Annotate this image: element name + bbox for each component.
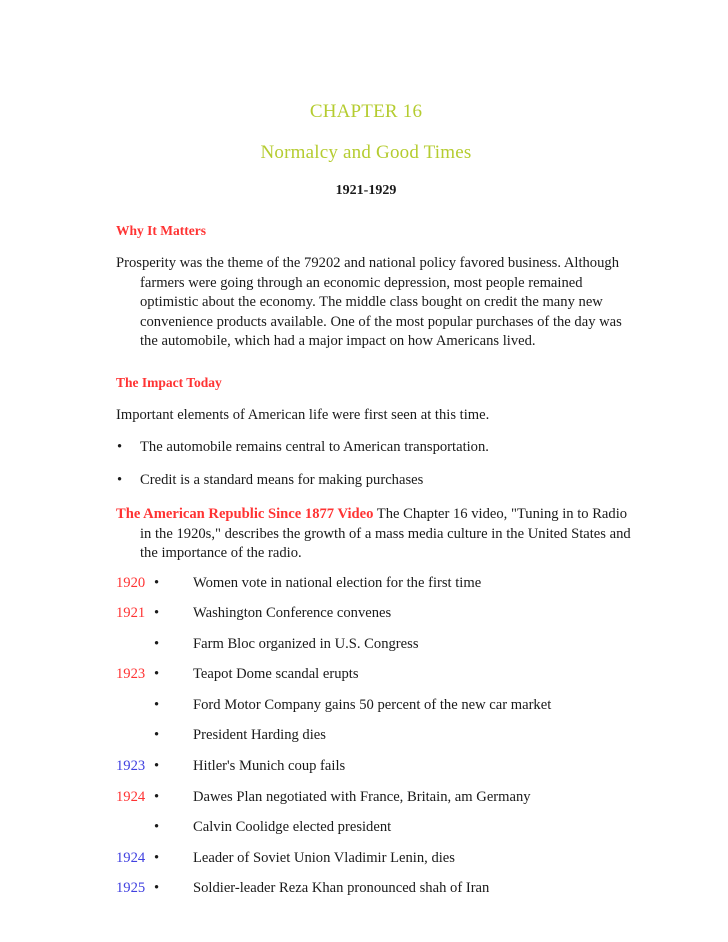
timeline-event-label: Leader of Soviet Union Vladimir Lenin, dies [193,849,455,866]
timeline-row [116,879,616,910]
timeline-event-label: Calvin Coolidge elected president [193,819,392,836]
timeline-year: 1923 [116,758,146,775]
bullet-icon: • [117,471,123,488]
timeline-row [116,818,616,849]
timeline-year: 1925 [116,880,146,897]
timeline-row [116,726,616,757]
timeline-event-label: Hitler's Munich coup fails [193,758,346,775]
list-item [116,458,616,491]
timeline-row [116,849,616,880]
timeline-event-label: Ford Motor Company gains 50 percent of the new car market [193,696,552,713]
timeline-year: 1921 [116,605,146,622]
bullet-icon: • [154,696,160,713]
timeline-event-label: Women vote in national election for the first time [193,574,482,591]
list-item [116,425,616,458]
bullet-icon: • [154,605,160,622]
video-description: The Chapter 16 video, "Tuning in to Radio in the 1920s," describes the growth of a mass media culture in the United States and the importance of the radio. [140,506,631,561]
bullet-icon: • [154,635,160,652]
bullet-icon: • [154,758,160,775]
timeline-event-label: Washington Conference convenes [193,605,392,622]
list-item-label: The automobile remains central to American transportation. [140,439,489,455]
bullet-icon: • [154,880,160,897]
timeline-event-label: Farm Bloc organized in U.S. Congress [193,635,419,652]
page-title: CHAPTER 16 [309,101,423,122]
bullet-icon: • [154,574,160,591]
timeline-list [116,564,616,911]
timeline-row [116,696,616,727]
paragraph-impact-intro: Important elements of American life were first seen at this time. [116,406,490,423]
document-content [116,0,631,910]
timeline-year: 1924 [116,788,146,805]
timeline-row [116,788,616,819]
date-range: 1921-1929 [335,183,397,198]
timeline-year: 1923 [116,666,146,683]
timeline-year: 1924 [116,849,146,866]
timeline-row [116,604,616,635]
video-title: The American Republic Since 1877 Video [116,506,374,522]
bullet-icon: • [154,819,160,836]
bullet-icon: • [117,439,123,455]
timeline-row [116,665,616,696]
paragraph-video-callout [116,490,639,564]
timeline-row [116,635,616,666]
bullet-icon: • [154,849,160,866]
bullet-icon: • [154,788,160,805]
timeline-row [116,757,616,788]
timeline-row [116,574,616,605]
timeline-event-label: President Harding dies [193,727,326,744]
page-subtitle: Normalcy and Good Times [260,142,472,163]
list-item-label: Credit is a standard means for making purchases [140,471,424,488]
timeline-event-label: Dawes Plan negotiated with France, Britain, am Germany [193,788,531,805]
timeline-event-label: Soldier-leader Reza Khan pronounced shah of Iran [193,880,490,897]
bullet-icon: • [154,727,160,744]
section-heading-impact-today: The Impact Today [116,374,222,390]
timeline-year: 1920 [116,574,146,591]
paragraph-why-it-matters: Prosperity was the theme of the 79202 and national policy favored business. Although farmers were going through an economic depression, most people remained optimistic about the economy. The middle class bought on credit the many new convenience products available. One of the most popular purchases of the day was the automobile, which had a major impact on how Americans lived. [116,255,622,349]
bullet-icon: • [154,666,160,683]
timeline-event-label: Teapot Dome scandal erupts [193,666,359,683]
section-heading-why-it-matters: Why It Matters [116,223,206,238]
